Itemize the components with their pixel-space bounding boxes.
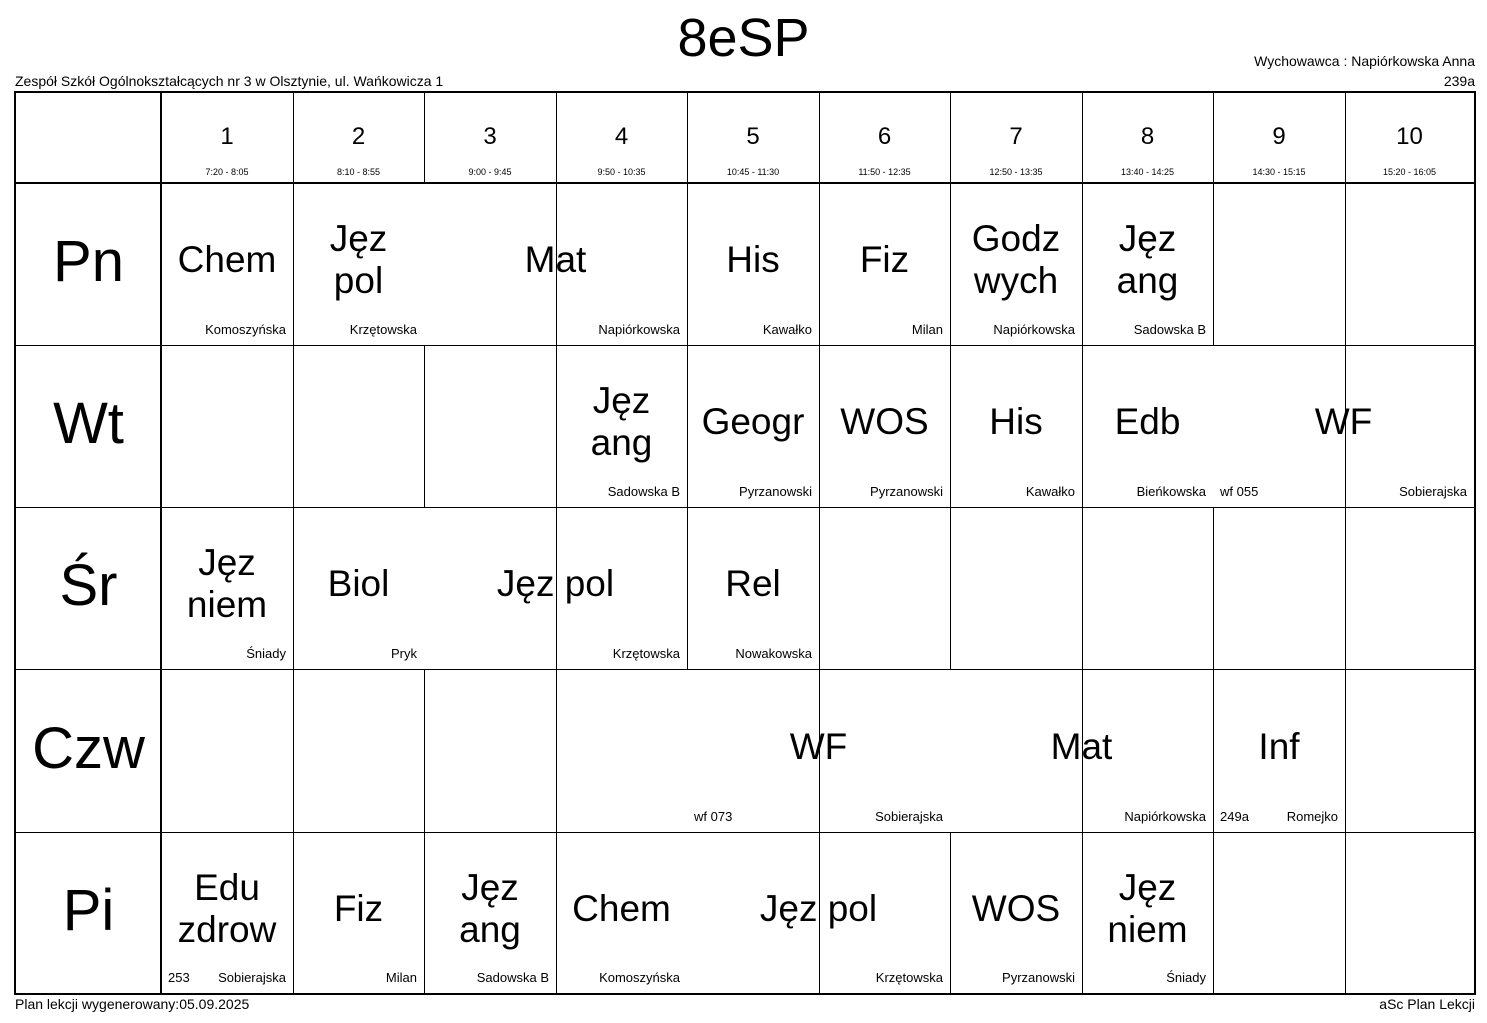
subject-label: Mat [1050, 726, 1113, 767]
lesson-cell[interactable] [819, 345, 950, 507]
lesson-cell[interactable] [687, 345, 819, 507]
subject-label: Jęz ang [459, 867, 521, 950]
period-time: 8:10 - 8:55 [336, 167, 381, 177]
column-divider [293, 345, 294, 507]
teacher-label: Śniady [1166, 970, 1206, 985]
lesson-cell[interactable] [293, 832, 424, 993]
column-divider [424, 669, 425, 832]
subject-label: Geogr [701, 401, 805, 442]
period-time: 13:40 - 14:25 [1120, 167, 1175, 177]
room-label: wf 055 [1220, 484, 1259, 499]
column-divider [1345, 507, 1346, 669]
class-title: 8eSP [677, 8, 810, 68]
teacher-label: Sadowska B [476, 970, 549, 985]
subject-label: Jęz ang [1116, 218, 1179, 301]
subject-label: Biol [327, 563, 390, 604]
room-label: wf 073 [694, 809, 733, 824]
teacher-label: Krzętowska [875, 970, 943, 985]
period-number: 10 [1396, 123, 1423, 150]
subject-label: WF [789, 726, 848, 767]
day-label: Pi [62, 878, 115, 943]
period-time: 14:30 - 15:15 [1252, 167, 1306, 177]
period-time: 9:50 - 10:35 [597, 167, 646, 177]
lesson-cell[interactable] [1082, 832, 1213, 993]
period-number: 4 [614, 123, 629, 150]
day-label: Czw [32, 716, 145, 781]
lesson-cell[interactable] [1213, 345, 1474, 507]
room-label: 253 [168, 970, 190, 985]
lesson-cell[interactable] [950, 669, 1213, 832]
period-number: 1 [220, 123, 234, 150]
teacher-label: Śniady [246, 646, 286, 661]
lesson-cell[interactable] [556, 832, 687, 993]
homeroom-teacher: Wychowawca : Napiórkowska Anna [1254, 53, 1475, 69]
period-time: 7:20 - 8:05 [205, 167, 249, 177]
subject-label: Jęz pol [329, 218, 388, 301]
lesson-cell[interactable] [293, 183, 424, 345]
teacher-label: Milan [911, 322, 943, 337]
period-number: 6 [877, 123, 892, 150]
teacher-label: Romejko [1286, 809, 1338, 824]
day-label: Wt [53, 391, 124, 456]
teacher-label: Krzętowska [349, 322, 417, 337]
column-divider [1213, 507, 1214, 669]
subject-label: Godz wych [971, 218, 1061, 301]
lesson-cell[interactable] [161, 507, 293, 669]
lesson-cell[interactable] [424, 832, 556, 993]
teacher-label: Pyrzanowski [739, 484, 812, 499]
homeroom-room: 239a [1443, 73, 1475, 89]
period-number: 7 [1009, 123, 1023, 150]
teacher-label: Komoszyńska [205, 322, 286, 337]
teacher-label: Milan [385, 970, 417, 985]
teacher-label: Kawałko [762, 322, 812, 337]
lesson-cell[interactable] [950, 345, 1082, 507]
generated-date: Plan lekcji wygenerowany:05.09.2025 [15, 996, 250, 1012]
subject-label: Rel [725, 563, 781, 604]
subject-label: WOS [971, 888, 1061, 929]
column-divider [1345, 183, 1346, 345]
teacher-label: Nowakowska [735, 646, 812, 661]
column-divider [819, 507, 820, 669]
period-time: 12:50 - 13:35 [989, 167, 1043, 177]
teacher-label: Sobierajska [875, 809, 943, 824]
column-divider [556, 669, 557, 832]
lesson-cell[interactable] [424, 183, 687, 345]
subject-label: Chem [572, 888, 671, 929]
lesson-cell[interactable] [687, 669, 950, 832]
lesson-cell[interactable] [687, 507, 819, 669]
period-time: 10:45 - 11:30 [726, 167, 780, 177]
period-number: 8 [1140, 123, 1155, 150]
column-divider [1082, 507, 1083, 669]
lesson-cell[interactable] [161, 832, 293, 993]
lesson-cell[interactable] [1082, 183, 1213, 345]
subject-label: Mat [524, 239, 587, 280]
teacher-label: Komoszyńska [599, 970, 680, 985]
lesson-cell[interactable] [293, 507, 424, 669]
lesson-cell[interactable] [819, 183, 950, 345]
lesson-cell[interactable] [556, 345, 687, 507]
subject-label: Fiz [859, 239, 910, 280]
teacher-label: Sadowska B [1133, 322, 1206, 337]
lesson-cell[interactable] [1213, 669, 1345, 832]
teacher-label: Krzętowska [612, 646, 680, 661]
lesson-cell[interactable] [1082, 345, 1213, 507]
lesson-cell[interactable] [424, 507, 687, 669]
app-name: aSc Plan Lekcji [1379, 996, 1475, 1012]
column-divider [950, 507, 951, 669]
teacher-label: Pyrzanowski [1002, 970, 1075, 985]
teacher-label: Pyrzanowski [870, 484, 943, 499]
period-time: 9:00 - 9:45 [468, 167, 512, 177]
teacher-label: Napiórkowska [993, 322, 1075, 337]
lesson-cell[interactable] [950, 183, 1082, 345]
column-divider [293, 669, 294, 832]
column-divider [1213, 832, 1214, 993]
teacher-label: Bieńkowska [1136, 484, 1206, 499]
teacher-label: Sadowska B [607, 484, 680, 499]
school-name: Zespół Szkół Ogólnokształcących nr 3 w Olsztynie, ul. Wańkowicza 1 [15, 73, 444, 89]
column-divider [1213, 183, 1214, 345]
subject-label: Jęz niem [1107, 867, 1188, 950]
timetable-grid [14, 91, 1476, 995]
lesson-cell[interactable] [950, 832, 1082, 993]
subject-label: His [726, 239, 780, 280]
teacher-label: Sobierajska [218, 970, 286, 985]
teacher-label: Napiórkowska [1124, 809, 1206, 824]
day-label: Śr [59, 553, 118, 618]
day-label: Pn [53, 229, 124, 294]
subject-label: Edb [1114, 401, 1181, 442]
column-divider [424, 345, 425, 507]
subject-label: His [989, 401, 1043, 442]
lesson-cell[interactable] [687, 832, 950, 993]
subject-label: Jęz pol [496, 563, 615, 604]
period-number: 9 [1272, 123, 1286, 150]
lesson-cell[interactable] [687, 183, 819, 345]
teacher-label: Napiórkowska [598, 322, 680, 337]
period-number: 5 [746, 123, 760, 150]
period-number: 2 [351, 123, 366, 150]
lesson-cell[interactable] [161, 183, 293, 345]
period-number: 3 [483, 123, 497, 150]
teacher-label: Pryk [391, 646, 417, 661]
subject-label: WOS [840, 401, 929, 442]
subject-label: Jęz niem [186, 542, 268, 625]
room-label: 249a [1220, 809, 1249, 824]
subject-label: Inf [1258, 726, 1300, 767]
subject-label: Edu zdrow [177, 867, 277, 950]
subject-label: WF [1314, 401, 1373, 442]
subject-label: Chem [177, 239, 277, 280]
column-divider [1345, 832, 1346, 993]
teacher-label: Kawałko [1025, 484, 1075, 499]
subject-label: Jęz pol [759, 888, 878, 929]
teacher-label: Sobierajska [1399, 484, 1467, 499]
period-time: 11:50 - 12:35 [858, 167, 911, 177]
subject-label: Jęz ang [590, 380, 653, 463]
subject-label: Fiz [333, 888, 384, 929]
column-divider [1345, 669, 1346, 832]
period-time: 15:20 - 16:05 [1382, 167, 1437, 177]
